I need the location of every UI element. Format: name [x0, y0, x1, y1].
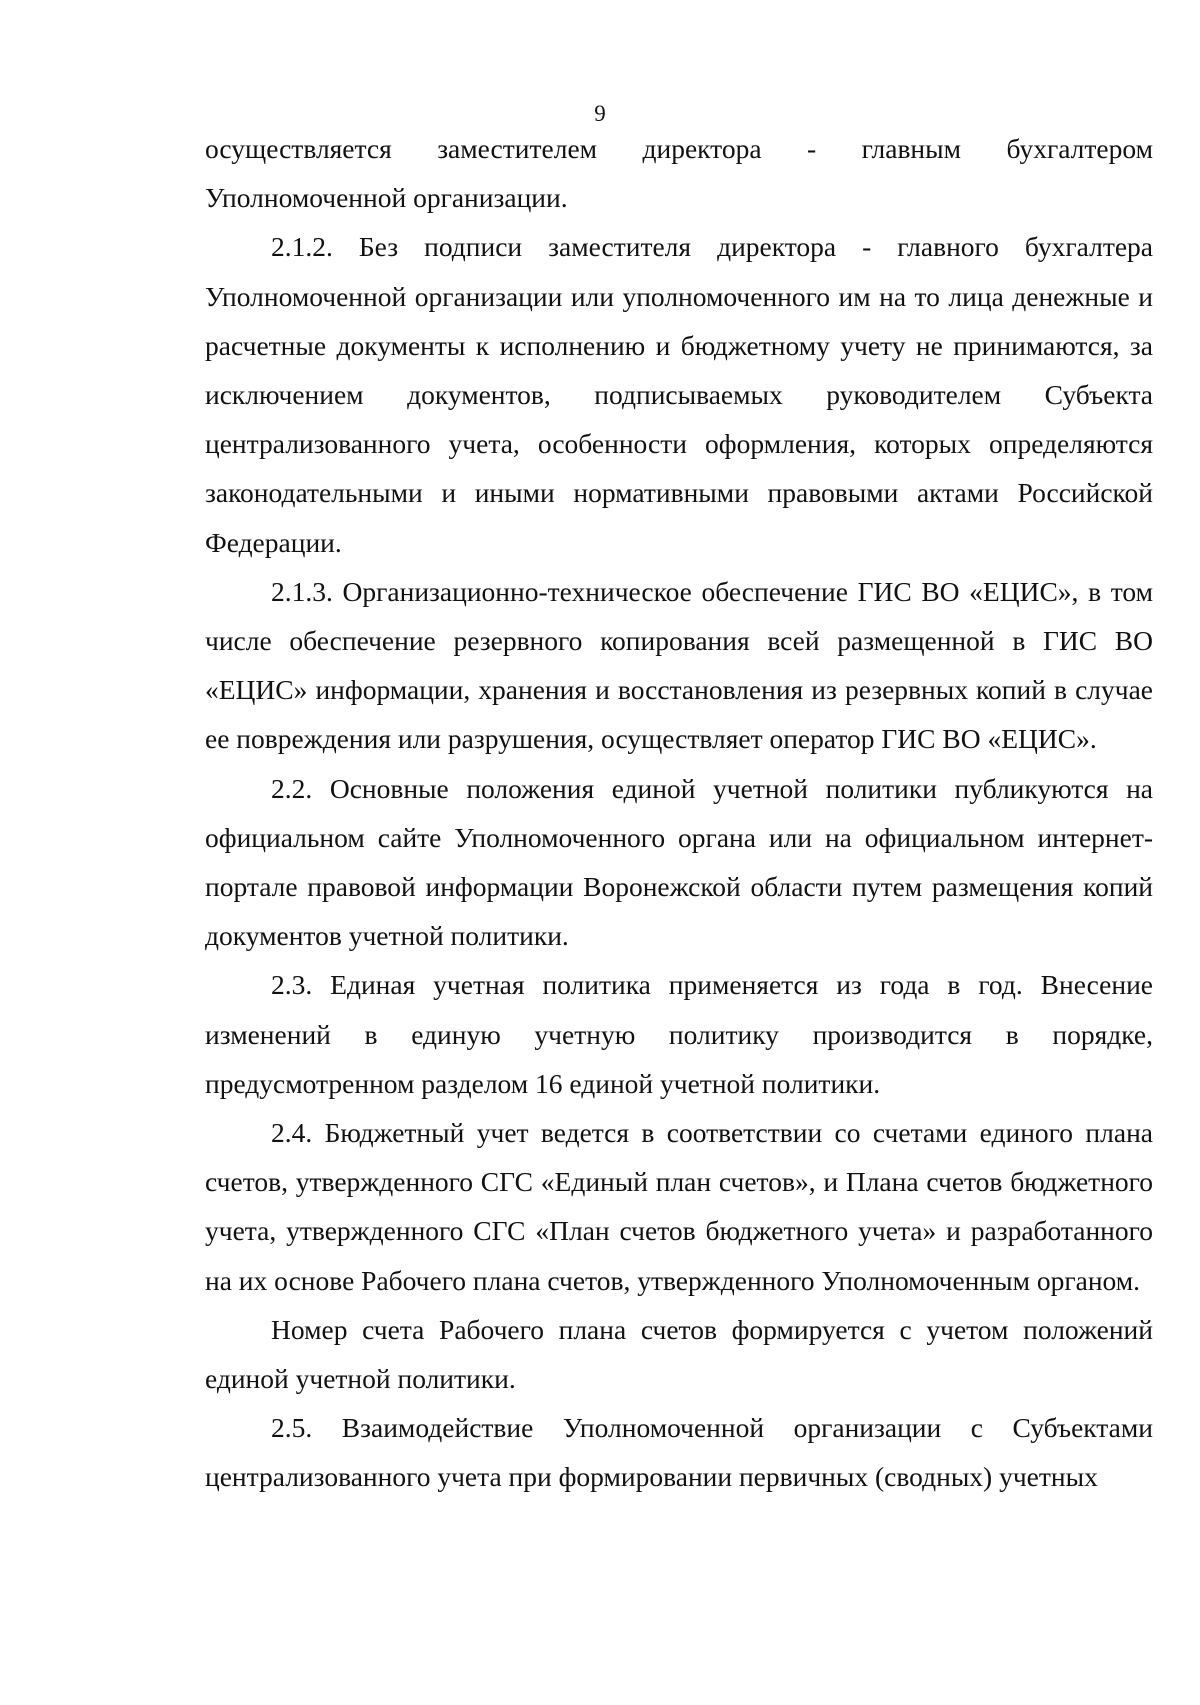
- paragraph-2-5: 2.5. Взаимодействие Уполномоченной организации с Субъектами централизованного учета при формировании первичных (сводных) учетных: [205, 1412, 1153, 1493]
- paragraph-2-1-3: 2.1.3. Организационно-техническое обеспечение ГИС ВО «ЕЦИС», в том числе обеспечение резервного копирования всей размещенной в ГИС ВО «ЕЦИС» информации, хранения и восстановления из резервных копий в случае ее повреждения или разрушения, осуществляет оператор ГИС ВО «ЕЦИС».: [205, 575, 1153, 755]
- continuation-line-2: Уполномоченной организации.: [205, 182, 568, 214]
- paragraph-2-1-2: 2.1.2. Без подписи заместителя директора - главного бухгалтера Уполномоченной организации или уполномоченного им на то лица денежные и расчетные документы к исполнению и бюджетному учету не принимаются, за исключением документов, подписываемых руководителем Субъекта централизованного учета, особенности оформления, которых определяются законодательными и иными нормативными правовыми актами Российской Федерации.: [205, 231, 1153, 558]
- page-number: 9: [594, 101, 606, 126]
- document-body: [205, 124, 1153, 1502]
- paragraph-2-4: 2.4. Бюджетный учет ведется в соответствии со счетами единого плана счетов, утвержденного СГС «Единый план счетов», и Плана счетов бюджетного учета, утвержденного СГС «План счетов бюджетного учета» и разработанного на их основе Рабочего плана счетов, утвержденного Уполномоченным органом.: [205, 1117, 1153, 1296]
- paragraph-account-number: Номер счета Рабочего плана счетов формируется с учетом положений единой учетной политики.: [205, 1313, 1153, 1395]
- paragraph-2-2: 2.2. Основные положения единой учетной политики публикуются на официальном сайте Уполномоченного органа или на официальном интернет-портале правовой информации Воронежской области путем размещения копий документов учетной политики.: [205, 772, 1153, 952]
- paragraph-2-3: 2.3. Единая учетная политика применяется из года в год. Внесение изменений в единую учетную политику производится в порядке, предусмотренном разделом 16 единой учетной политики.: [205, 969, 1153, 1099]
- continuation-line-1: осуществляется заместителем директора - главным бухгалтером: [205, 133, 1153, 164]
